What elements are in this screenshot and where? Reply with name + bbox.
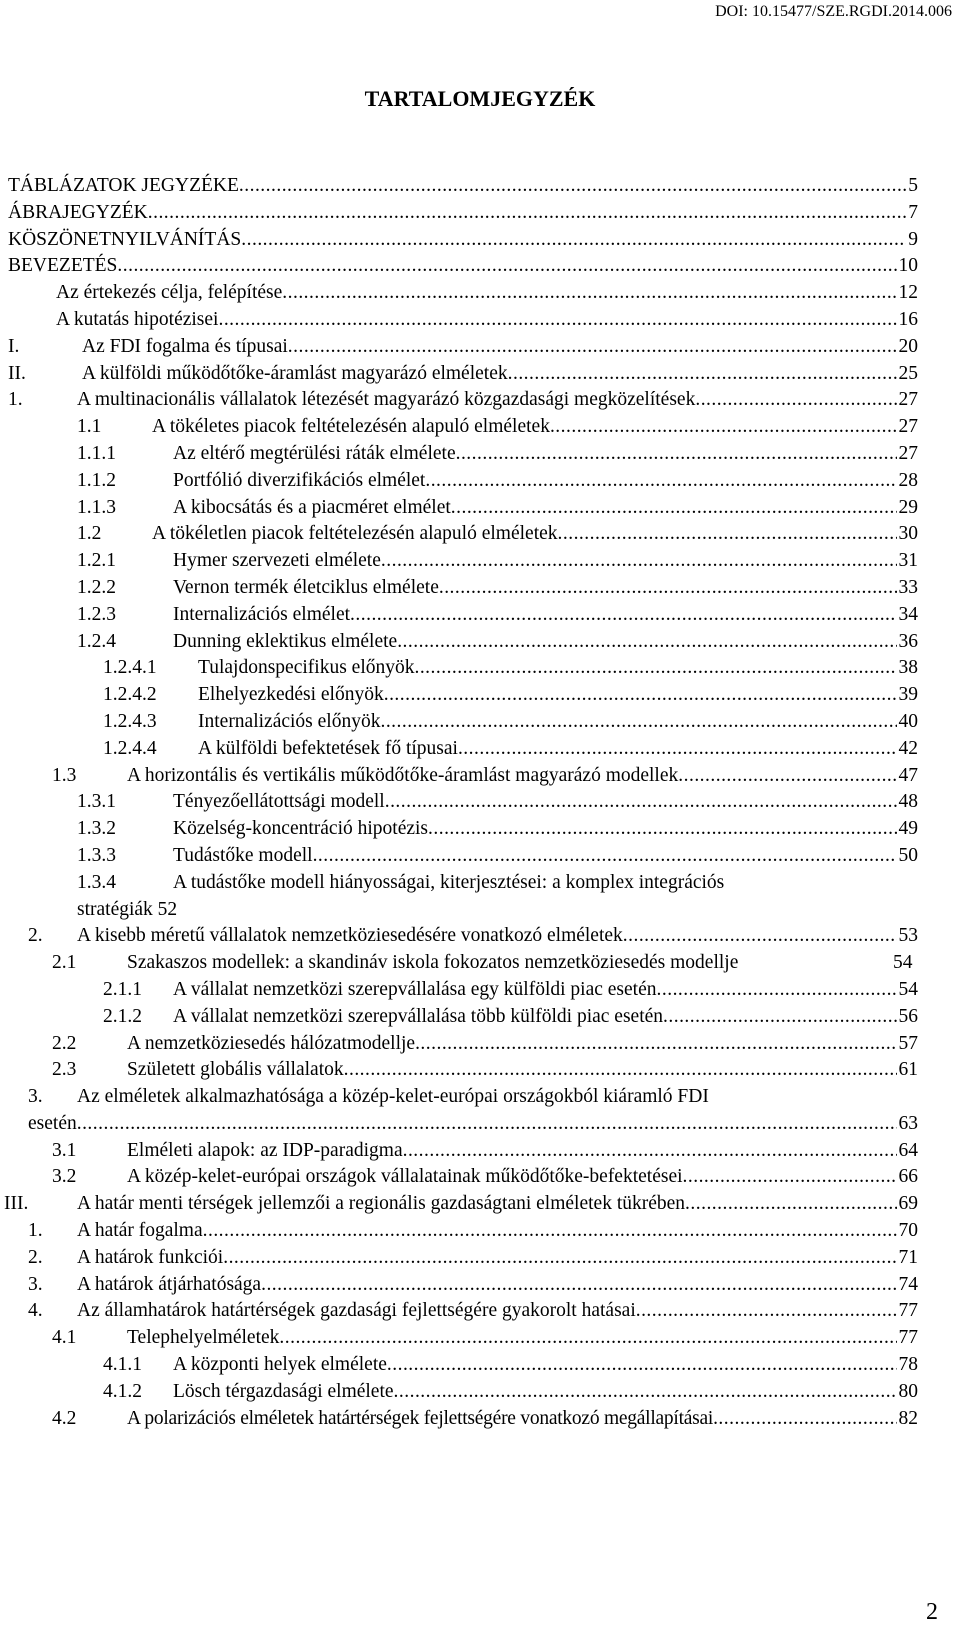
toc-entry[interactable] — [0, 521, 960, 548]
table-of-contents — [0, 173, 960, 1432]
toc-entry-title: A határ menti térségek jellemzői a regionális gazdaságtani elméletek tükrében — [77, 1193, 686, 1215]
dot-leader — [414, 655, 896, 682]
toc-entry-title: Tényezőellátottsági modell — [173, 791, 385, 813]
toc-entry-page: 69 — [898, 1193, 918, 1215]
toc-entry-title: Az FDI fogalma és típusai — [82, 335, 288, 357]
toc-entry-title: Tulajdonspecifikus előnyök — [198, 657, 415, 679]
dot-leader — [288, 334, 897, 361]
toc-entry-page: 63 — [898, 1112, 918, 1134]
toc-entry[interactable] — [0, 1325, 960, 1352]
toc-entry[interactable] — [0, 1352, 960, 1379]
toc-entry-number: III. — [4, 1193, 29, 1215]
toc-entry-title: Hymer szervezeti elmélete — [173, 550, 381, 572]
toc-entry[interactable] — [0, 1004, 960, 1031]
toc-entry[interactable] — [0, 1245, 960, 1272]
toc-entry-page: 30 — [898, 523, 918, 545]
toc-entry[interactable] — [0, 950, 960, 977]
toc-entry[interactable] — [0, 1031, 960, 1058]
toc-entry-page: 10 — [898, 255, 918, 277]
toc-entry-title: A határok átjárhatósága — [77, 1273, 262, 1295]
toc-entry-title: Közelség-koncentráció hipotézis — [173, 818, 429, 840]
toc-entry-number: II. — [8, 362, 26, 384]
toc-entry[interactable] — [0, 1111, 960, 1138]
toc-entry-title: ÁBRAJEGYZÉK — [8, 201, 148, 223]
toc-entry-page: 70 — [898, 1220, 918, 1242]
dot-leader — [350, 602, 896, 629]
toc-entry-page: 53 — [898, 925, 918, 947]
toc-entry[interactable] — [0, 789, 960, 816]
toc-entry-number: 1.3 — [52, 764, 77, 786]
dot-leader — [279, 1325, 896, 1352]
toc-entry[interactable] — [0, 763, 960, 790]
toc-entry-title: TÁBLÁZATOK JEGYZÉKE — [8, 175, 239, 196]
toc-entry-number: 1.3.1 — [77, 791, 116, 813]
toc-entry-number: 1.2 — [77, 523, 102, 545]
toc-entry-title: Portfólió diverzifikációs elmélet — [173, 469, 426, 491]
toc-entry-title: Internalizációs elmélet — [173, 603, 351, 625]
toc-entry-page: 49 — [898, 818, 918, 840]
dot-leader — [261, 1272, 896, 1299]
toc-entry[interactable] — [0, 253, 960, 280]
doi-header: DOI: 10.15477/SZE.RGDI.2014.006 — [715, 3, 952, 20]
toc-entry[interactable] — [0, 1191, 960, 1218]
toc-entry-title: Az eltérő megtérülési ráták elmélete — [173, 442, 456, 464]
toc-entry-number: 1.2.4.1 — [103, 657, 157, 679]
toc-entry-title: A központi helyek elmélete — [173, 1354, 387, 1376]
dot-leader — [403, 1138, 897, 1165]
toc-entry-page: 34 — [898, 603, 918, 625]
toc-entry-page: 9 — [908, 228, 918, 250]
toc-entry-title: A tökéletlen piacok feltételezésén alapuló elméletek — [152, 523, 558, 545]
toc-entry-page: 31 — [898, 550, 918, 572]
toc-entry-number: 3.1 — [52, 1139, 77, 1161]
toc-entry-number: 1. — [8, 389, 23, 411]
toc-entry-number: 3. — [28, 1086, 43, 1108]
toc-entry-page: 42 — [898, 737, 918, 759]
toc-entry-title: Elhelyezkedési előnyök — [198, 684, 384, 706]
toc-entry[interactable] — [0, 816, 960, 843]
toc-entry-number: 4.2 — [52, 1407, 77, 1429]
toc-entry-page: 25 — [898, 362, 918, 384]
toc-entry-number: 2.2 — [52, 1032, 77, 1054]
toc-entry-number: 4.1.1 — [103, 1354, 142, 1376]
toc-entry-title: Az elméletek alkalmazhatósága a közép-kelet-európai országokból kiáramló FDI — [77, 1086, 709, 1108]
toc-entry-title: Tudástőke modell — [173, 844, 313, 866]
toc-entry[interactable] — [0, 495, 960, 522]
toc-entry[interactable] — [0, 361, 960, 388]
toc-entry[interactable] — [0, 1084, 960, 1111]
toc-entry-number: 1.2.1 — [77, 550, 116, 572]
dot-leader — [678, 763, 896, 790]
toc-entry-page: 5 — [908, 175, 918, 196]
toc-entry-number: 1.2.3 — [77, 603, 116, 625]
toc-entry-page: 54 — [893, 952, 913, 974]
toc-entry-title: Szakaszos modellek: a skandináv iskola fokozatos nemzetköziesedés modellje — [127, 952, 739, 974]
toc-entry-number: 1.1.3 — [77, 496, 116, 518]
toc-entry-title: A nemzetköziesedés hálózatmodellje — [127, 1032, 416, 1054]
toc-entry-title: Internalizációs előnyök — [198, 710, 381, 732]
toc-entry-page: 56 — [898, 1005, 918, 1027]
dot-leader — [550, 414, 897, 441]
toc-entry-number: 1. — [28, 1220, 43, 1242]
toc-entry-title: A kibocsátás és a piacméret elmélet — [173, 496, 451, 518]
toc-entry-number: 1.2.4.3 — [103, 710, 157, 732]
toc-entry-number: 4.1 — [52, 1327, 77, 1349]
toc-entry-number: 2. — [28, 1246, 43, 1268]
dot-leader — [381, 548, 897, 575]
toc-entry-number: 3. — [28, 1273, 43, 1295]
toc-entry-number: 2.3 — [52, 1059, 77, 1081]
toc-entry-title: A közép-kelet-európai országok vállalatainak működőtőke-befektetései — [127, 1166, 683, 1188]
toc-entry[interactable] — [0, 334, 960, 361]
toc-entry[interactable] — [0, 843, 960, 870]
toc-entry-title: Vernon termék életciklus elmélete — [173, 576, 439, 598]
dot-leader — [508, 361, 897, 388]
dot-leader — [695, 387, 896, 414]
toc-entry-number: 1.3.4 — [77, 871, 116, 893]
toc-entry-title: stratégiák 52 — [77, 898, 178, 920]
toc-entry[interactable] — [0, 1406, 960, 1433]
toc-entry-page: 16 — [898, 308, 918, 330]
toc-entry-page: 28 — [898, 469, 918, 491]
toc-entry[interactable] — [0, 548, 960, 575]
toc-entry-title: A kutatás hipotézisei — [56, 308, 219, 330]
toc-entry-title: A multinacionális vállalatok létezését magyarázó közgazdasági megközelítések — [77, 389, 696, 411]
dot-leader — [385, 789, 897, 816]
toc-entry-page: 12 — [898, 282, 918, 304]
toc-entry-number: 1.1 — [77, 416, 102, 438]
toc-entry-number: 1.3.2 — [77, 818, 116, 840]
toc-entry-title: Született globális vállalatok — [127, 1059, 344, 1081]
toc-entry-page: 78 — [898, 1354, 918, 1376]
dot-leader — [439, 575, 897, 602]
dot-leader — [683, 1164, 897, 1191]
toc-entry-page: 7 — [908, 201, 918, 223]
dot-leader — [394, 1379, 897, 1406]
dot-leader — [663, 1004, 896, 1031]
toc-entry[interactable] — [0, 1379, 960, 1406]
dot-leader — [425, 468, 896, 495]
toc-entry-page: 80 — [898, 1380, 918, 1402]
toc-entry[interactable] — [0, 682, 960, 709]
toc-entry-page: 36 — [898, 630, 918, 652]
toc-entry-number: 2.1 — [52, 952, 77, 974]
toc-entry-page: 48 — [898, 791, 918, 813]
toc-entry-page: 57 — [898, 1032, 918, 1054]
toc-entry-title: A vállalat nemzetközi szerepvállalása egy külföldi piac esetén — [173, 978, 657, 1000]
toc-entry-page: 74 — [898, 1273, 918, 1295]
toc-entry[interactable] — [0, 1164, 960, 1191]
dot-leader — [77, 1111, 897, 1138]
dot-leader — [241, 227, 906, 254]
toc-entry[interactable] — [0, 387, 960, 414]
dot-leader — [558, 521, 897, 548]
toc-entry-page: 39 — [898, 684, 918, 706]
toc-entry-page: 82 — [898, 1407, 918, 1429]
toc-entry[interactable] — [0, 1057, 960, 1084]
dot-leader — [384, 682, 897, 709]
toc-entry-title: A kisebb méretű vállalatok nemzetköziesedésére vonatkozó elméletek — [77, 925, 623, 947]
toc-entry-number: 1.2.4.4 — [103, 737, 157, 759]
toc-entry[interactable] — [0, 307, 960, 334]
toc-entry-number: 1.1.2 — [77, 469, 116, 491]
toc-entry-number: I. — [8, 335, 20, 357]
dot-leader — [148, 200, 907, 227]
toc-entry[interactable] — [0, 977, 960, 1004]
toc-entry[interactable] — [0, 173, 960, 200]
toc-entry-title: Az értekezés célja, felépítése — [56, 282, 283, 304]
toc-entry-number: 1.2.4 — [77, 630, 116, 652]
toc-entry-page: 27 — [898, 416, 918, 438]
toc-entry[interactable] — [0, 414, 960, 441]
toc-entry-number: 3.2 — [52, 1166, 77, 1188]
toc-entry[interactable] — [0, 280, 960, 307]
dot-leader — [428, 816, 896, 843]
toc-entry[interactable] — [0, 602, 960, 629]
toc-entry-page: 77 — [898, 1327, 918, 1349]
toc-entry-number: 1.1.1 — [77, 442, 116, 464]
toc-entry-title: Dunning eklektikus elmélete — [173, 630, 398, 652]
toc-entry-page: 47 — [898, 764, 918, 786]
dot-leader — [117, 253, 896, 280]
dot-leader — [282, 280, 896, 307]
dot-leader — [451, 495, 897, 522]
dot-leader — [458, 736, 897, 763]
toc-entry-number: 1.2.2 — [77, 576, 116, 598]
toc-entry[interactable] — [0, 1218, 960, 1245]
toc-entry-page: 29 — [898, 496, 918, 518]
dot-leader — [313, 843, 897, 870]
toc-entry-page: 71 — [898, 1246, 918, 1268]
dot-leader — [456, 441, 897, 468]
toc-entry-title: A polarizációs elméletek határtérségek fejlettségére vonatkozó megállapításai — [127, 1407, 714, 1429]
dot-leader — [685, 1191, 896, 1218]
toc-entry-title: Az államhatárok határtérségek gazdasági fejlettségére gyakorolt hatásai — [77, 1300, 636, 1322]
dot-leader — [218, 307, 896, 334]
toc-entry-title: BEVEZETÉS — [8, 255, 118, 277]
toc-entry-page: 64 — [898, 1139, 918, 1161]
toc-entry-page: 50 — [898, 844, 918, 866]
toc-entry[interactable] — [0, 870, 960, 897]
toc-entry-number: 1.3.3 — [77, 844, 116, 866]
toc-entry-title: A tudástőke modell hiányosságai, kiterjesztései: a komplex integrációs — [173, 871, 725, 893]
toc-entry-page: 40 — [898, 710, 918, 732]
dot-leader — [397, 629, 896, 656]
toc-entry-number: 4. — [28, 1300, 43, 1322]
toc-entry-number: 4.1.2 — [103, 1380, 142, 1402]
toc-entry-page: 20 — [898, 335, 918, 357]
toc-entry[interactable] — [0, 655, 960, 682]
toc-entry[interactable] — [0, 468, 960, 495]
toc-entry-page: 33 — [898, 576, 918, 598]
dot-leader — [344, 1057, 897, 1084]
dot-leader — [415, 1031, 896, 1058]
toc-entry[interactable] — [0, 441, 960, 468]
toc-entry-title: A külföldi működőtőke-áramlást magyarázó elméletek — [82, 362, 508, 384]
toc-entry-title: A külföldi befektetések fő típusai — [198, 737, 458, 759]
dot-leader — [203, 1218, 897, 1245]
toc-entry-page: 27 — [898, 442, 918, 464]
toc-entry-page: 38 — [898, 657, 918, 679]
toc-entry[interactable] — [0, 709, 960, 736]
page-title: TARTALOMJEGYZÉK — [364, 86, 596, 111]
toc-entry-title: Telephelyelméletek — [127, 1327, 280, 1349]
toc-entry[interactable] — [0, 923, 960, 950]
toc-entry-title: A határ fogalma — [77, 1220, 203, 1242]
toc-entry-title: A határok funkciói — [77, 1246, 224, 1268]
dot-leader — [657, 977, 897, 1004]
dot-leader — [636, 1298, 897, 1325]
toc-entry[interactable] — [0, 629, 960, 656]
toc-entry[interactable] — [0, 227, 960, 254]
toc-entry-title: KÖSZÖNETNYILVÁNÍTÁS — [8, 228, 242, 250]
dot-leader — [713, 1406, 896, 1433]
page-number: 2 — [926, 1599, 938, 1625]
dot-leader — [623, 923, 897, 950]
toc-entry-page: 66 — [898, 1166, 918, 1188]
toc-entry-title: A horizontális és vertikális működőtőke-áramlást magyarázó modellek — [127, 764, 679, 786]
toc-entry-number: 2.1.1 — [103, 978, 142, 1000]
toc-entry-page: 77 — [898, 1300, 918, 1322]
dot-leader — [380, 709, 896, 736]
toc-entry[interactable] — [0, 897, 960, 924]
toc-entry[interactable] — [0, 1272, 960, 1299]
toc-entry[interactable] — [0, 1138, 960, 1165]
dot-leader — [223, 1245, 896, 1272]
toc-entry-title: Lösch térgazdasági elmélete — [173, 1380, 394, 1402]
dot-leader — [387, 1352, 897, 1379]
toc-entry-page: 27 — [898, 389, 918, 411]
toc-entry-title: Elméleti alapok: az IDP-paradigma — [127, 1139, 403, 1161]
toc-entry-number: 2. — [28, 925, 43, 947]
dot-leader — [239, 173, 906, 200]
toc-entry-page: 61 — [898, 1059, 918, 1081]
toc-entry-title: A vállalat nemzetközi szerepvállalása több külföldi piac esetén — [173, 1005, 664, 1027]
toc-entry-number: 1.2.4.2 — [103, 684, 157, 706]
toc-entry-page: 54 — [898, 978, 918, 1000]
toc-entry[interactable] — [0, 200, 960, 227]
toc-entry[interactable] — [0, 736, 960, 763]
toc-entry[interactable] — [0, 1298, 960, 1325]
toc-entry[interactable] — [0, 575, 960, 602]
toc-entry-title: A tökéletes piacok feltételezésén alapuló elméletek — [152, 416, 550, 438]
toc-entry-title: esetén — [28, 1112, 77, 1134]
toc-entry-number: 2.1.2 — [103, 1005, 142, 1027]
